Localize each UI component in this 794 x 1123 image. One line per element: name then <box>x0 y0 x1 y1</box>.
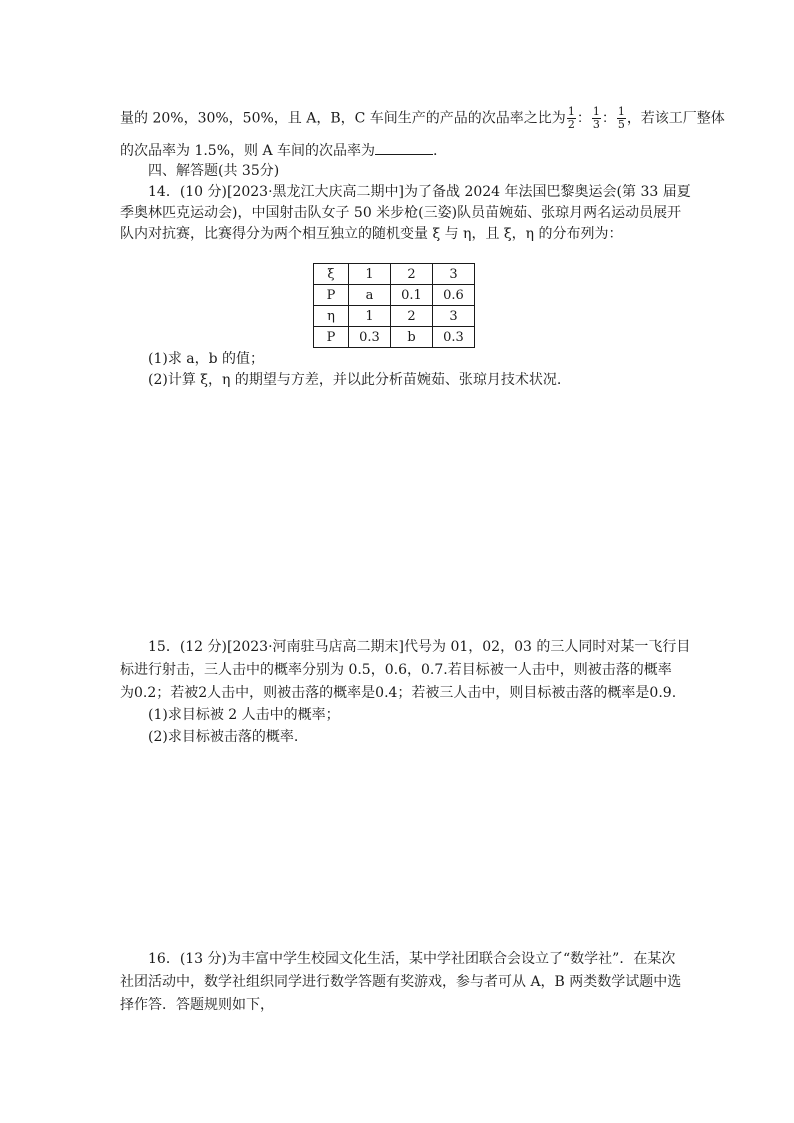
table-cell: 0.3 <box>433 327 475 348</box>
q13-line-2 <box>120 140 680 161</box>
table-cell: a <box>349 285 391 306</box>
ratio-fraction-3 <box>617 106 626 131</box>
table-row <box>314 327 475 348</box>
table-cell: 1 <box>349 306 391 327</box>
fraction-denominator: 5 <box>617 118 625 131</box>
table-cell: 2 <box>391 264 433 285</box>
table-row <box>314 306 475 327</box>
section-heading: 四、解答题(共 35分) <box>148 163 280 179</box>
q15-line-3: 为0.2；若被2人击中，则被击落的概率是0.4；若被三人击中，则目标被击落的概率是0.9. <box>120 685 677 701</box>
ratio-separator: ： <box>601 110 616 127</box>
fraction-denominator: 2 <box>567 118 575 131</box>
q14-line-3: 队内对抗赛，比赛得分为两个相互独立的随机变量 ξ 与 η，且 ξ，η 的分布列为： <box>120 226 623 242</box>
ratio-separator: ： <box>576 110 591 127</box>
table-cell: 2 <box>391 306 433 327</box>
q15-line-1: 15．(12 分)[2023·河南驻马店高二期末]代号为 01，02，03 的三人同时对某一飞行目 <box>148 639 691 655</box>
table-cell: P <box>314 327 349 348</box>
fraction-numerator: 1 <box>617 105 625 118</box>
table-cell: ξ <box>314 264 349 285</box>
fraction-numerator: 1 <box>592 105 600 118</box>
q16-line-3: 择作答．答题规则如下， <box>120 997 274 1013</box>
table-cell: η <box>314 306 349 327</box>
table-cell: 1 <box>349 264 391 285</box>
table-cell: 0.6 <box>433 285 475 306</box>
table-cell: 0.3 <box>349 327 391 348</box>
q14-line-2: 季奥林匹克运动会)，中国射击队女子 50 米步枪(三姿)队员苗婉茹、张琼月两名运动员展开 <box>120 205 682 221</box>
ratio-fraction-1 <box>567 106 576 131</box>
fraction-denominator: 3 <box>592 118 600 131</box>
table-cell: 0.1 <box>391 285 433 306</box>
q16-line-2: 社团活动中，数学社组织同学进行数学答题有奖游戏，参与者可从 A，B 两类数学试题中选 <box>120 974 682 990</box>
q13-text-a: 量的 20%，30%，50%，且 A，B，C 车间生产的产品的次品率之比为 <box>120 110 566 127</box>
fraction-numerator: 1 <box>567 105 575 118</box>
table-row <box>314 285 475 306</box>
answer-blank[interactable] <box>375 140 433 155</box>
distribution-table <box>313 263 475 348</box>
q15-sub-2: (2)求目标被击落的概率. <box>148 729 299 745</box>
q15-sub-1: (1)求目标被 2 人击中的概率； <box>148 707 340 723</box>
ratio-fraction-2 <box>592 106 601 131</box>
q14-sub-1: (1)求 a，b 的值； <box>148 351 265 367</box>
table-cell: P <box>314 285 349 306</box>
q13-period: . <box>433 143 438 159</box>
q14-sub-2: (2)计算 ξ，η 的期望与方差，并以此分析苗婉茹、张琼月技术状况. <box>148 372 562 388</box>
table-cell: 3 <box>433 306 475 327</box>
table-cell: 3 <box>433 264 475 285</box>
q13-line-1 <box>120 105 725 131</box>
table-row <box>314 264 475 285</box>
q13-text-b: ，若该工厂整体 <box>626 110 725 127</box>
q16-line-1: 16．(13 分)为丰富中学生校园文化生活，某中学社团联合会设立了“数学社”．在某次 <box>148 951 676 967</box>
q14-line-1: 14．(10 分)[2023·黑龙江大庆高二期中]为了备战 2024 年法国巴黎奥运会(第 33 届夏 <box>148 184 691 200</box>
q13-text-c: 的次品率为 1.5%，则 A 车间的次品率为 <box>120 143 376 159</box>
table-cell: b <box>391 327 433 348</box>
q15-line-2: 标进行射击，三人击中的概率分别为 0.5，0.6，0.7.若目标被一人击中，则被击落的概率 <box>120 662 672 678</box>
